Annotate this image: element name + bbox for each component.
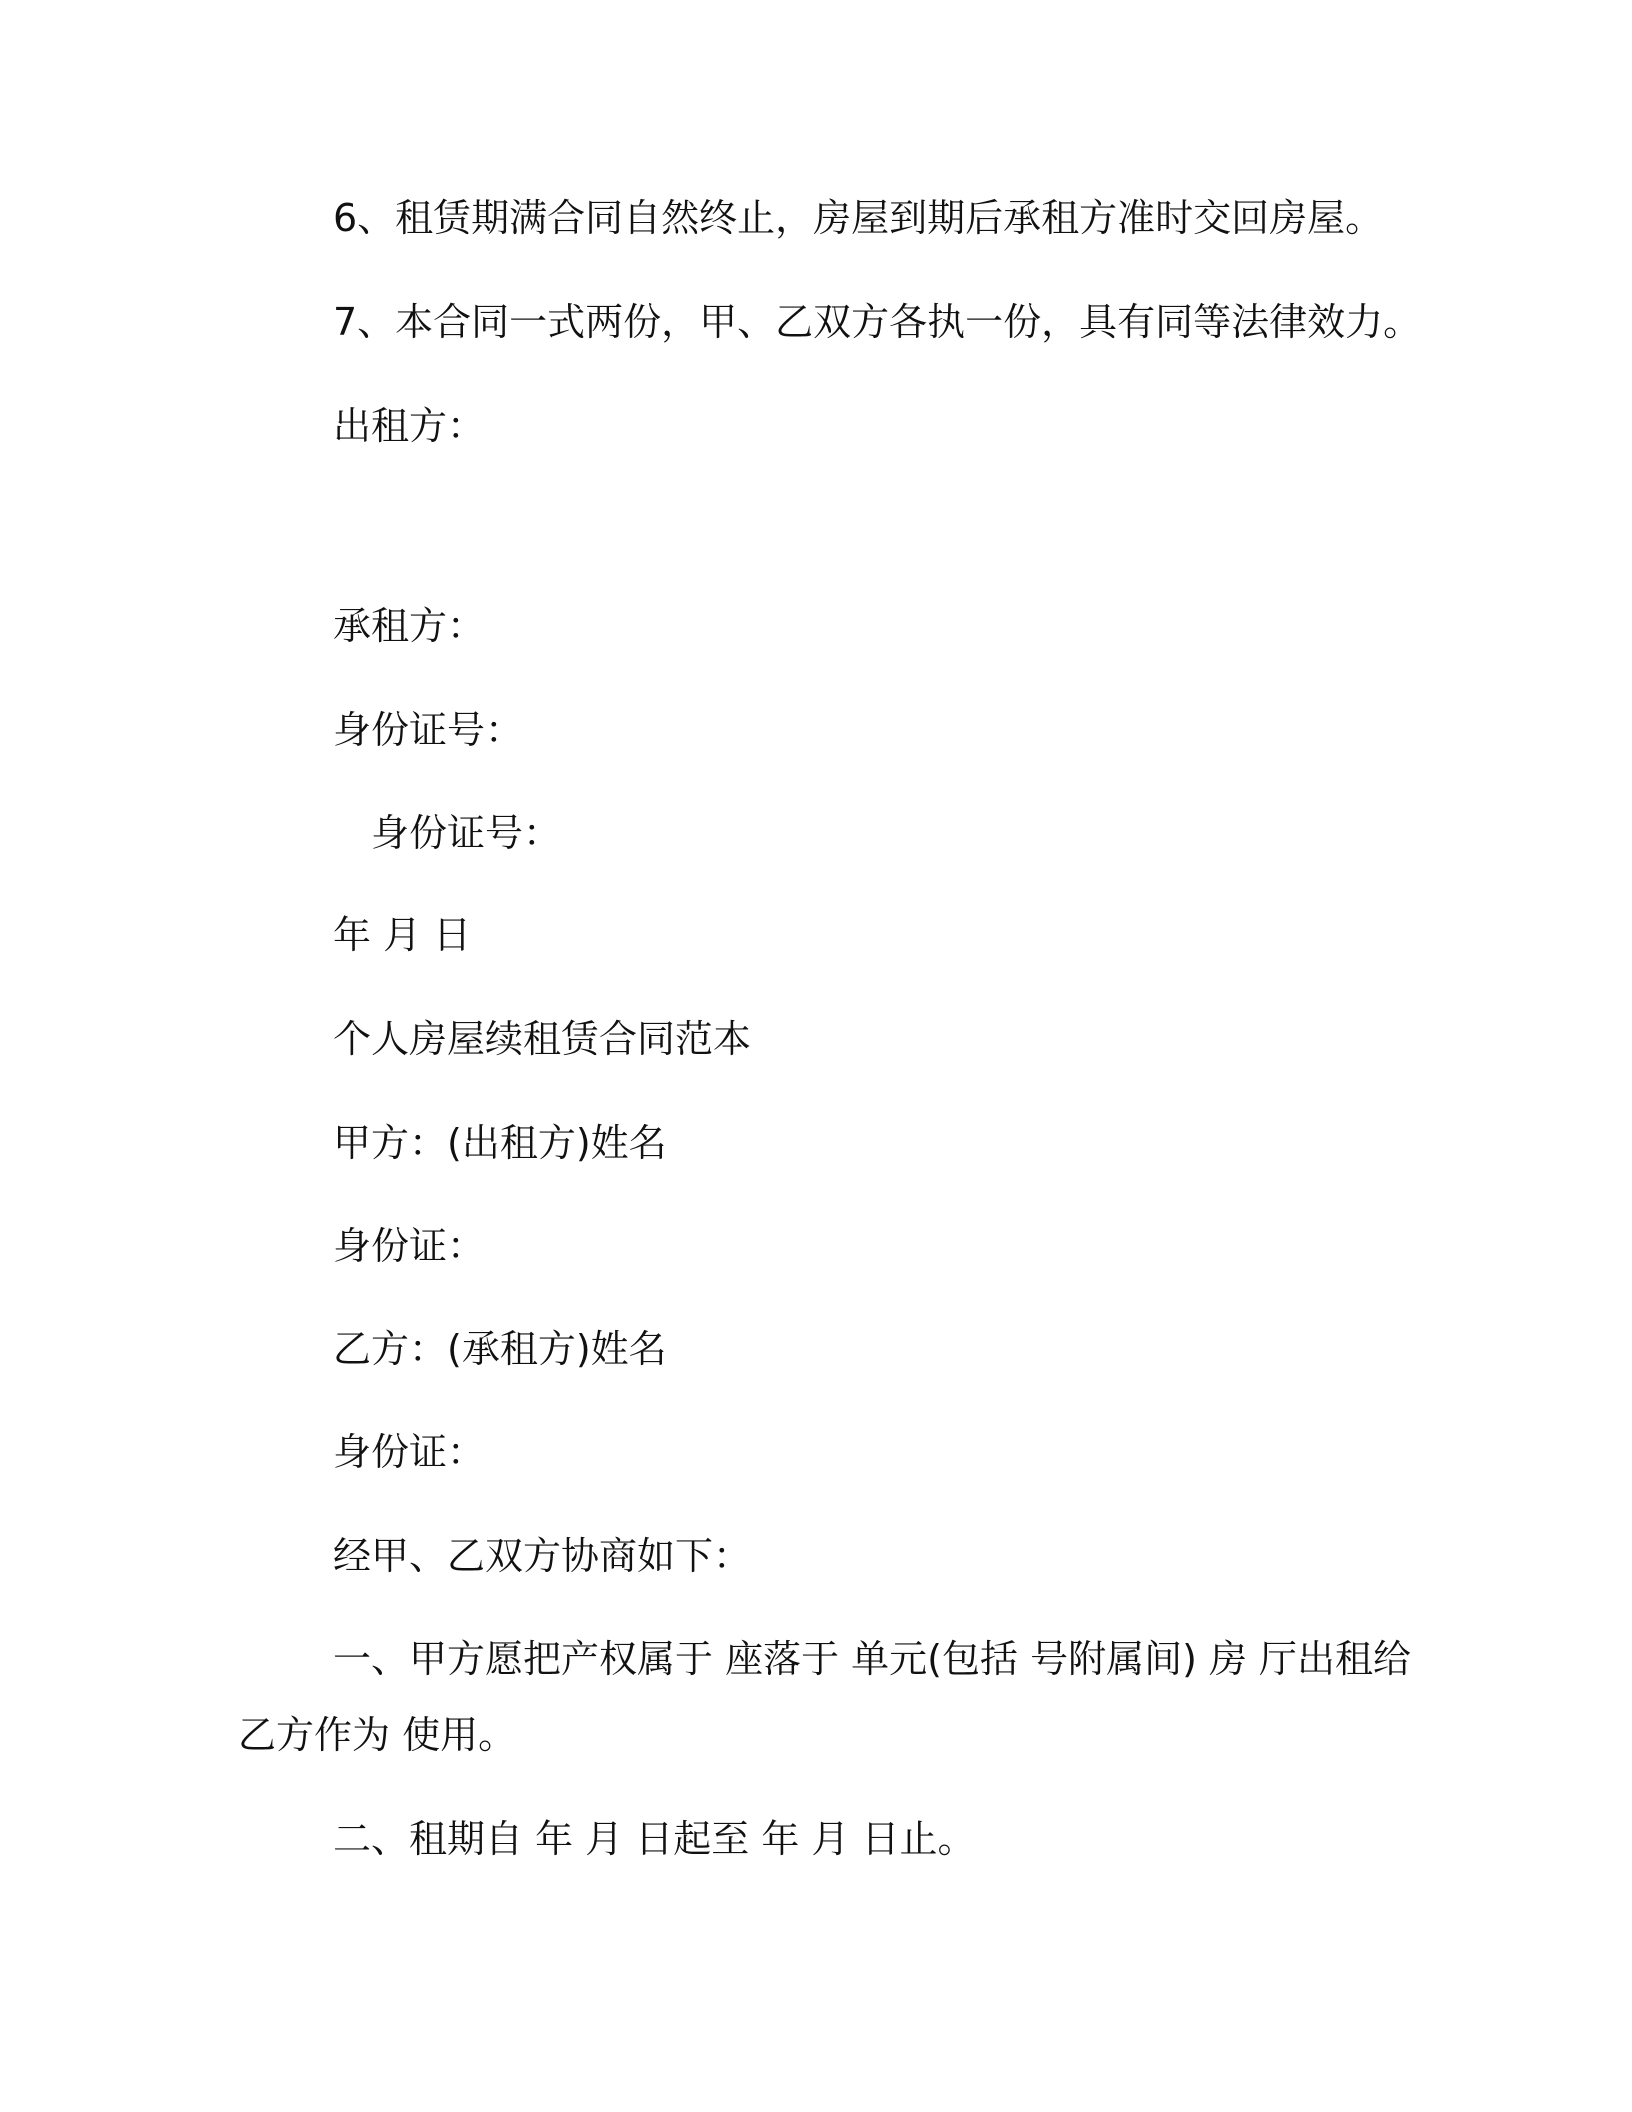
lessee-label: 承租方： (333, 604, 486, 648)
party-a-id-line: 身份证： (333, 1224, 486, 1268)
party-a-line: 甲方：(出租方)姓名 (333, 1121, 667, 1165)
article-1-line-2: 乙方作为 使用。 (238, 1713, 517, 1757)
clause-6: 6、租赁期满合同自然终止，房屋到期后承租方准时交回房屋。 (333, 196, 1384, 240)
id-number-label: 身份证号： (333, 708, 524, 752)
clause-7: 7、本合同一式两份，甲、乙双方各执一份，具有同等法律效力。 (333, 300, 1422, 344)
article-2: 二、租期自 年 月 日起至 年 月 日止。 (333, 1817, 976, 1861)
agreement-intro: 经甲、乙双方协商如下： (333, 1534, 752, 1578)
article-1-line-1: 一、甲方愿把产权属于 座落于 单元(包括 号附属间) 房 厅出租给 (333, 1637, 1412, 1681)
party-b-id-line: 身份证： (333, 1430, 486, 1474)
id-number-label: 身份证号： (371, 811, 562, 855)
date-line: 年 月 日 (333, 913, 472, 957)
section-title: 个人房屋续租赁合同范本 (333, 1017, 752, 1061)
lessor-label: 出租方： (333, 404, 486, 448)
party-b-line: 乙方：(承租方)姓名 (333, 1327, 667, 1371)
